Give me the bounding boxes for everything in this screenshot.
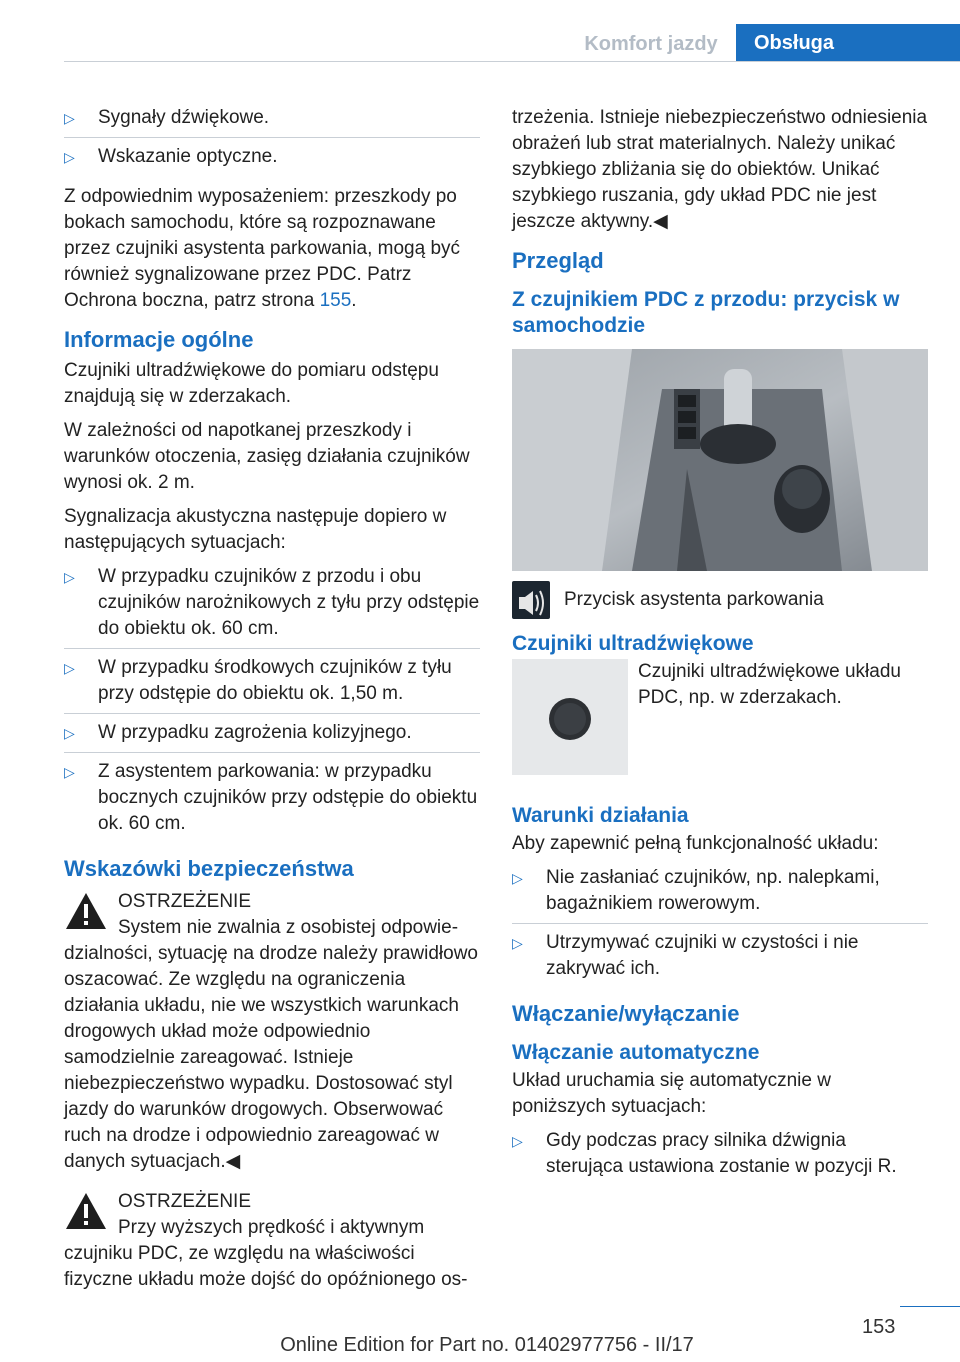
intro-paragraph: Z odpowiednim wyposażeniem: przeszkody po bokach samochodu, które są rozpoznawane przez czujniki asystenta parkowania, mogą być również sygnalizowane przez PDC. Patrz Ochrona boczna, patrz strona 155. xyxy=(64,186,461,311)
warning-text: Przy wyższych prędkość i aktywnym czujniku PDC, ze względu na właściwości fizyczne układu może dojść do opóźnionego os- xyxy=(64,1217,468,1290)
warning-block xyxy=(64,1189,480,1293)
header-chapter-tab: Obsługa xyxy=(736,24,960,62)
list-item: ▷ Utrzymywać czujniki w czystości i nie zakrywać ich. xyxy=(512,930,928,988)
list-item: ▷ Sygnały dźwiękowe. xyxy=(64,105,480,138)
heading-front-pdc: Z czujnikiem PDC z przodu: przycisk w samochodzie xyxy=(512,288,900,337)
center-console-photo xyxy=(512,349,928,571)
warning-title: OSTRZEŻENIE xyxy=(118,891,252,912)
warning-text: System nie zwalnia z osobistej odpowie- dzialności, sytuację na drodze należy prawidłowo oszacować. Ze względu na ograniczenia działania układu, nie we wszystkich warunkach drogowych układ może odpowiednio samodzielnie zareagować. Istnieje niebezpieczeństwo wypadku. Dostosować styl jazdy do warunków drogowych. Obserwować ruch na drodze i odpowiednio zareagować w danych sytuacjach.◀ xyxy=(64,917,479,1172)
left-column xyxy=(64,105,480,1301)
sensor-description: Czujniki ultradźwiękowe układu PDC, np. w zderzakach. xyxy=(638,661,901,708)
paragraph: Sygnalizacja akustyczna następuje dopiero w następujących sytuacjach: xyxy=(64,506,447,553)
warning-title: OSTRZEŻENIE xyxy=(118,1191,252,1212)
signal-types-list xyxy=(64,105,480,176)
paragraph: Aby zapewnić pełną funkcjonalność układu: xyxy=(512,833,879,854)
park-assist-button-icon xyxy=(512,581,550,619)
sensor-block xyxy=(512,659,928,775)
ultrasonic-sensor-photo xyxy=(512,659,628,775)
conditions-list xyxy=(512,865,928,988)
auto-on-list xyxy=(512,1128,928,1186)
list-item: ▷ Gdy podczas pracy silnika dźwignia sterująca ustawiona zostanie w pozycji R. xyxy=(512,1128,928,1186)
list-item: ▷ W przypadku środkowych czujników z tyłu przy odstępie do obiektu ok. 1,50 m. xyxy=(64,655,480,714)
heading-auto-on: Włączanie automatyczne xyxy=(512,1041,760,1064)
list-item: ▷ Nie zasłaniać czujników, np. nalepkami, bagażnikiem rowerowym. xyxy=(512,865,928,924)
heading-safety: Wskazówki bezpieczeństwa xyxy=(64,856,354,881)
warning-block xyxy=(64,889,480,1175)
paragraph: trzeżenia. Istnieje niebezpieczeństwo odniesienia obrażeń lub strat materialnych. Należy unikać szybkiego zbliżania się do obiektów. Unikać szybkiego ruszania, gdy układ PDC nie jest jeszcze aktywny.◀ xyxy=(512,107,928,232)
heading-conditions: Warunki działania xyxy=(512,804,689,827)
warning-triangle-icon xyxy=(64,1191,108,1231)
paragraph: Układ uruchamia się automatycznie w poniższych sytuacjach: xyxy=(512,1070,831,1117)
header-section-label: Komfort jazdy xyxy=(584,33,718,55)
list-item: ▷ Z asystentem parkowania: w przypadku bocznych czujników przy odstępie do obiektu ok. 60 cm. xyxy=(64,759,480,843)
page-number: 153 xyxy=(862,1316,896,1338)
button-caption-text: Przycisk asystenta parkowania xyxy=(564,589,824,610)
page-number-rule xyxy=(900,1306,960,1307)
park-assist-button-caption xyxy=(512,581,928,619)
edition-footer: Online Edition for Part no. 01402977756 - II/17 xyxy=(280,1334,694,1356)
warning-triangle-icon xyxy=(64,891,108,931)
list-item: ▷ W przypadku czujników z przodu i obu czujników narożnikowych z tyłu przy odstępie do obiektu ok. 60 cm. xyxy=(64,564,480,649)
page-link[interactable]: 155 xyxy=(319,290,352,311)
heading-overview: Przegląd xyxy=(512,248,604,273)
paragraph: Czujniki ultradźwiękowe do pomiaru odstępu znajdują się w zderzakach. xyxy=(64,360,439,407)
heading-sensors: Czujniki ultradźwiękowe xyxy=(512,632,754,655)
list-item: ▷ Wskazanie optyczne. xyxy=(64,144,480,176)
right-column xyxy=(512,105,928,1194)
acoustic-signal-list xyxy=(64,564,480,843)
header-divider xyxy=(64,61,960,62)
heading-general-info: Informacje ogólne xyxy=(64,327,254,352)
heading-on-off: Włączanie/wyłączanie xyxy=(512,1001,740,1026)
paragraph: W zależności od napotkanej przeszkody i warunków otoczenia, zasięg działania czujników wynosi ok. 2 m. xyxy=(64,420,470,493)
list-item: ▷ W przypadku zagrożenia kolizyjnego. xyxy=(64,720,480,753)
